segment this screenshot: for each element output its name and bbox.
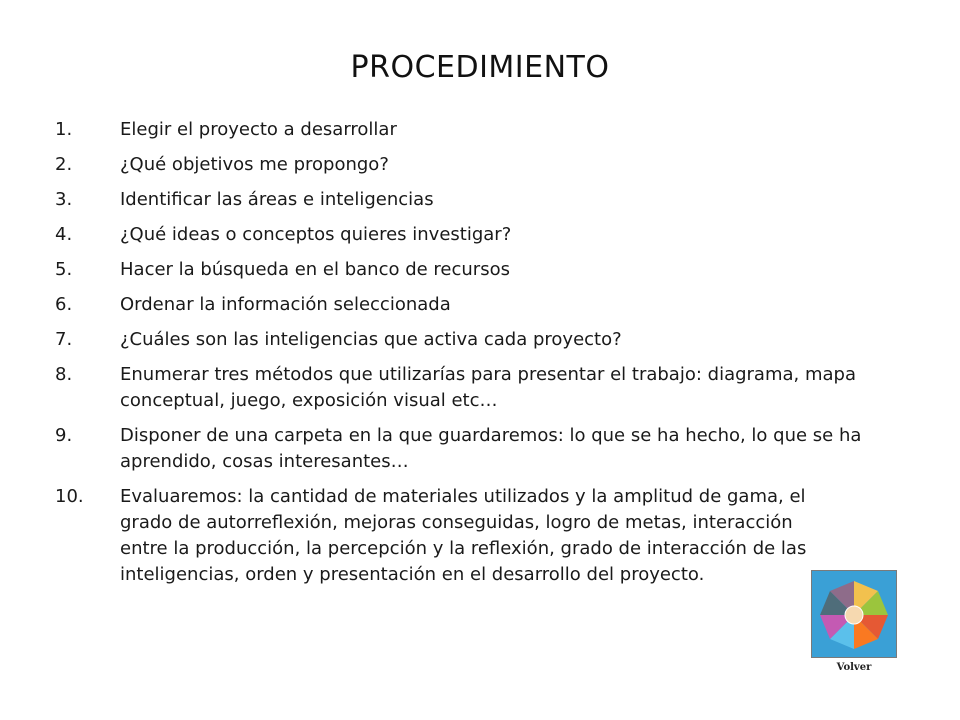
step-text: ¿Qué ideas o conceptos quieres investigar? — [120, 224, 512, 245]
step-number: 2. — [55, 154, 73, 175]
list-item — [55, 257, 915, 283]
wheel-center — [845, 606, 863, 624]
list-item — [55, 117, 915, 143]
list-item — [55, 222, 915, 248]
list-item — [55, 187, 915, 213]
step-number: 4. — [55, 224, 73, 245]
step-number: 3. — [55, 189, 73, 210]
step-number: 8. — [55, 364, 73, 385]
multiple-intelligences-wheel-icon[interactable] — [811, 570, 897, 658]
step-text: Identificar las áreas e inteligencias — [120, 189, 434, 210]
step-number: 10. — [55, 486, 84, 507]
list-item — [55, 152, 915, 178]
step-text: Ordenar la información seleccionada — [120, 294, 451, 315]
step-text: Evaluaremos: la cantidad de materiales utilizados y la amplitud de gama, el grado de autorreflexión, mejoras conseguidas, logro de metas, interacción entre la producción, la percepción y la reflexión, grado de interacción de las inteligencias, orden y presentación en el desarrollo del proyecto. — [120, 486, 807, 585]
list-item — [55, 484, 915, 588]
procedure-list — [55, 117, 915, 597]
page-title: PROCEDIMIENTO — [350, 50, 610, 85]
wheel-graphic — [812, 571, 896, 657]
step-number: 7. — [55, 329, 73, 350]
step-number: 1. — [55, 119, 73, 140]
step-text: ¿Qué objetivos me propongo? — [120, 154, 389, 175]
step-number: 6. — [55, 294, 73, 315]
list-item — [55, 423, 915, 475]
list-item — [55, 292, 915, 318]
step-text: Hacer la búsqueda en el banco de recursos — [120, 259, 510, 280]
list-item — [55, 362, 915, 414]
step-text: Disponer de una carpeta en la que guardaremos: lo que se ha hecho, lo que se ha aprendido, cosas interesantes… — [120, 425, 862, 472]
step-number: 5. — [55, 259, 73, 280]
step-text: Elegir el proyecto a desarrollar — [120, 119, 397, 140]
list-item — [55, 327, 915, 353]
step-text: ¿Cuáles son las inteligencias que activa cada proyecto? — [120, 329, 622, 350]
step-number: 9. — [55, 425, 73, 446]
back-link[interactable]: Volver — [836, 662, 872, 673]
step-text: Enumerar tres métodos que utilizarías para presentar el trabajo: diagrama, mapa conceptual, juego, exposición visual etc… — [120, 364, 856, 411]
